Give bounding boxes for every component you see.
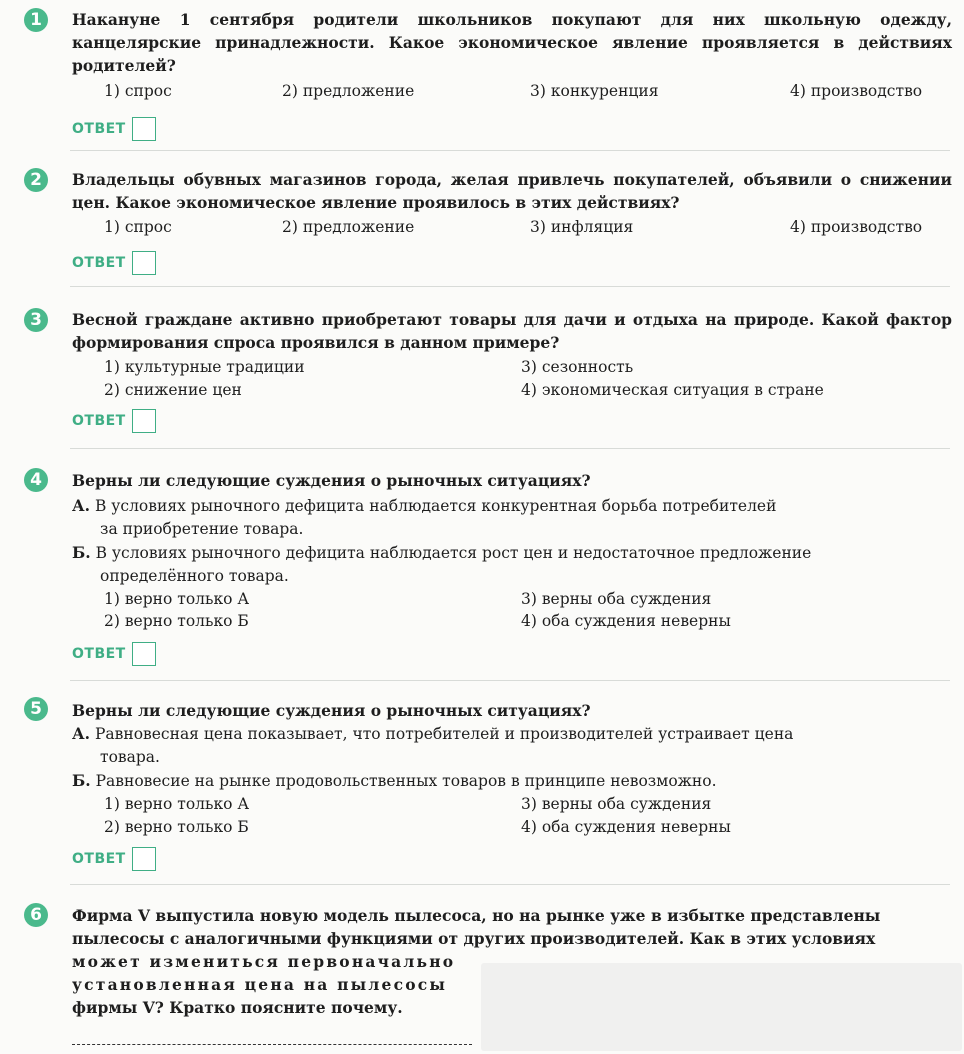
option-3-3: 3) сезонность — [521, 358, 634, 376]
statement-b-5 — [72, 769, 952, 793]
blank-area — [481, 963, 962, 1051]
divider — [70, 680, 950, 681]
statement-a-5 — [72, 722, 952, 769]
statement-text: В условиях рыночного дефицита наблюдается конкурентная борьба потребителей — [94, 497, 777, 515]
statement-label: Б. — [72, 543, 91, 562]
statement-text-cont: определённого товара. — [100, 567, 289, 585]
question-6-line-3: может измениться первоначально — [72, 952, 456, 971]
answer-label: ОТВЕТ — [72, 851, 126, 867]
option-3-1: 1) культурные традиции — [104, 358, 305, 376]
question-3: Весной граждане активно приобретают товары для дачи и отдыха на природе. Какой фактор формирования спроса проявился в данном примере? — [72, 310, 952, 352]
answer-row-1 — [72, 116, 156, 142]
divider — [70, 150, 950, 151]
option-1-2: 2) предложение — [282, 82, 415, 100]
divider — [70, 286, 950, 287]
answer-box-3[interactable] — [132, 409, 156, 433]
question-6-line-4: установленная цена на пылесосы — [72, 975, 448, 994]
answer-label: ОТВЕТ — [72, 255, 126, 271]
option-1-4: 4) производство — [790, 82, 923, 100]
option-2-3: 3) инфляция — [530, 218, 634, 236]
statement-label: А. — [72, 724, 91, 743]
answer-row-3 — [72, 408, 156, 434]
answer-box-5[interactable] — [132, 847, 156, 871]
answer-box-4[interactable] — [132, 642, 156, 666]
answer-box-1[interactable] — [132, 117, 156, 141]
statement-text: В условиях рыночного дефицита наблюдается рост цен и недостаточное предложение — [95, 544, 812, 562]
option-4-2: 2) верно только Б — [104, 612, 249, 630]
task-number-4: 4 — [24, 468, 48, 492]
statement-label: А. — [72, 496, 91, 515]
option-4-4: 4) оба суждения неверны — [521, 612, 731, 630]
question-6-line-5: фирмы V? Кратко поясните почему. — [72, 998, 403, 1017]
option-1-3: 3) конкуренция — [530, 82, 659, 100]
answer-label: ОТВЕТ — [72, 413, 126, 429]
option-3-4: 4) экономическая ситуация в стране — [521, 381, 824, 399]
option-1-1: 1) спрос — [104, 82, 172, 100]
statement-text-cont: за приобретение товара. — [100, 520, 304, 538]
option-5-3: 3) верны оба суждения — [521, 795, 712, 813]
statement-label: Б. — [72, 771, 91, 790]
divider — [70, 884, 950, 885]
option-2-1: 1) спрос — [104, 218, 172, 236]
answer-row-5 — [72, 846, 156, 872]
option-3-2: 2) снижение цен — [104, 381, 242, 399]
task-number-2: 2 — [24, 168, 48, 192]
divider — [70, 448, 950, 449]
question-5: Верны ли следующие суждения о рыночных ситуациях? — [72, 701, 591, 720]
question-2: Владельцы обувных магазинов города, желая привлечь покупателей, объявили о снижении цен. Какое экономическое явление проявилось в этих действиях? — [72, 170, 952, 212]
statement-text-cont: товара. — [100, 748, 160, 766]
option-4-3: 3) верны оба суждения — [521, 590, 712, 608]
question-6-line-2: пылесосы с аналогичными функциями от других производителей. Как в этих условиях — [72, 929, 876, 948]
statement-b-4 — [72, 541, 952, 588]
task-number-3: 3 — [24, 308, 48, 332]
answer-box-2[interactable] — [132, 251, 156, 275]
task-number-6: 6 — [24, 903, 48, 927]
statement-text: Равновесная цена показывает, что потребителей и производителей устраивает цена — [94, 725, 794, 743]
question-6-line-1: Фирма V выпустила новую модель пылесоса, но на рынке уже в избытке представлены — [72, 906, 881, 925]
option-2-2: 2) предложение — [282, 218, 415, 236]
task-number-5: 5 — [24, 697, 48, 721]
answer-row-4 — [72, 641, 156, 667]
option-5-1: 1) верно только А — [104, 795, 250, 813]
task-number-1: 1 — [24, 8, 48, 32]
answer-row-2 — [72, 250, 156, 276]
option-5-2: 2) верно только Б — [104, 818, 249, 836]
question-4: Верны ли следующие суждения о рыночных ситуациях? — [72, 471, 591, 490]
option-4-1: 1) верно только А — [104, 590, 250, 608]
statement-text: Равновесие на рынке продовольственных товаров в принципе невозможно. — [95, 772, 717, 790]
answer-label: ОТВЕТ — [72, 646, 126, 662]
statement-a-4 — [72, 494, 952, 541]
option-2-4: 4) производство — [790, 218, 923, 236]
answer-line-6[interactable] — [72, 1044, 472, 1045]
question-1: Накануне 1 сентября родители школьников покупают для них школьную одежду, канцелярские принадлежности. Какое экономическое явление проявляется в действиях родителей? — [72, 10, 952, 75]
option-5-4: 4) оба суждения неверны — [521, 818, 731, 836]
answer-label: ОТВЕТ — [72, 121, 126, 137]
